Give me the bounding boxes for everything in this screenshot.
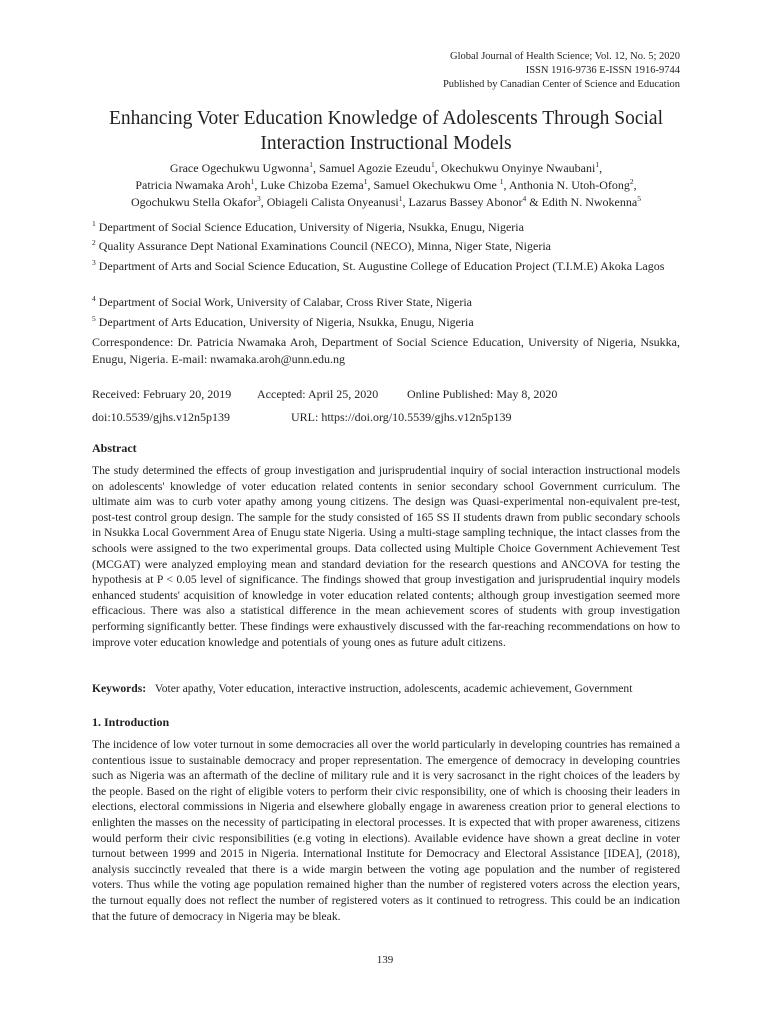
paper-title: Enhancing Voter Education Knowledge of Adolescents Through Social Interaction Instructional Models xyxy=(108,108,664,154)
affiliation-4: $^4$ Department of Social Work, University of Calabar, Cross River State, Nigeria xyxy=(92,294,472,309)
accepted-date: Accepted: April 25, 2020 xyxy=(257,387,379,401)
author-name: Ogochukwu Stella Okafor xyxy=(131,195,257,209)
keywords xyxy=(92,681,680,697)
abstract-body: The study determined the effects of group investigation and jurisprudential inquiry of social interaction instructional models on adolescents' knowledge of voter education related contents in senior secondary school Government curriculum. The ultimate aim was to curb voter apathy among young citizens. The design was Quasi-experimental non-equivalent pre-test, post-test control group design. The sample for the study consisted of 165 SS II students drawn from public secondary schools in Nsukka Local Government Area of Enugu state Nigeria. Using a multi-stage sampling technique, the intact classes from the schools were assigned to the two experimental groups. Data collected using Multiple Choice Government Achievement Test (MCGAT) were analyzed employing mean and standard deviation for the research questions and ANCOVA for testing the hypothesis at P < 0.05 level of significance. The findings showed that group investigation and jurisprudential inquiry models enhanced students' acquisition of knowledge in voter education related contents; although group investigation seemed more efficacious. There was also a statistical difference in the mean achievement scores of students with group investigation performing significantly better. These findings were exhaustively discussed with the far-reaching recommendations on how to improve voter education knowledge and potentials of young ones as future adult citizens. xyxy=(92,464,680,649)
doi: doi:10.5539/gjhs.v12n5p139 xyxy=(92,410,231,424)
affiliation-3: $^3$ Department of Arts and Social Science Education, St. Augustine College of Education Project (T.I.M.E) Akoka Lagos xyxy=(92,258,665,273)
author-line: Ogochukwu Stella Okafor$^3$, Obiageli Calista Onyeanusi$^1$, Lazarus Bassey Abonor$^4$ & Edith N. Nwokenna$^5$ xyxy=(131,194,641,209)
journal-name: Global Journal of Health Science; Vol. 12, No. 5; 2020 xyxy=(450,51,680,62)
keywords-label: Keywords: xyxy=(92,682,147,695)
abstract-heading: Abstract xyxy=(92,441,137,455)
author-name: Okechukwu Onyinye Nwaubani xyxy=(440,161,596,175)
doi-url[interactable]: URL: https://doi.org/10.5539/gjhs.v12n5p139 xyxy=(291,410,512,424)
section-heading: 1. Introduction xyxy=(92,715,170,729)
page-number: 139 xyxy=(376,954,394,966)
author-name: Samuel Agozie Ezeudu xyxy=(318,161,431,175)
publication-dates xyxy=(92,386,680,426)
correspondence: Correspondence: Dr. Patricia Nwamaka Aroh, Department of Social Science Education, University of Nigeria, Nsukka, Enugu, Nigeria. E-mail: nwamaka.aroh@unn.edu.ng xyxy=(92,335,680,366)
affiliation-5: $^5$ Department of Arts Education, University of Nigeria, Nsukka, Enugu, Nigeria xyxy=(92,314,474,329)
author-name: Luke Chizoba Ezema xyxy=(260,178,364,192)
author-name: Grace Ogechukwu Ugwonna xyxy=(169,161,310,175)
author-name: Obiageli Calista Onyeanusi xyxy=(266,195,399,209)
affiliation-1: $^1$ Department of Social Science Education, University of Nigeria, Nsukka, Enugu, Nigeria xyxy=(92,219,524,234)
published-date: Online Published: May 8, 2020 xyxy=(407,387,558,401)
author-line: Grace Ogechukwu Ugwonna$^1$, Samuel Agozie Ezeudu$^1$, Okechukwu Onyinye Nwaubani$^1$, xyxy=(169,160,603,175)
journal-publisher: Published by Canadian Center of Science and Education xyxy=(442,79,680,90)
journal-header xyxy=(443,50,680,92)
author-name: Samuel Okechukwu Ome xyxy=(373,178,500,192)
author-line: Patricia Nwamaka Aroh$^1$, Luke Chizoba Ezema$^1$, Samuel Okechukwu Ome $^1$, Anthonia N. Utoh-Ofong$^2$, xyxy=(135,177,637,192)
affiliation-2: $^2$ Quality Assurance Dept National Examinations Council (NECO), Minna, Niger State, Nigeria xyxy=(92,238,551,253)
author-name: Anthonia N. Utoh-Ofong xyxy=(508,178,630,192)
received-date: Received: February 20, 2019 xyxy=(92,387,232,401)
keywords-list: Voter apathy, Voter education, interactive instruction, adolescents, academic achievement, Government xyxy=(154,682,633,695)
journal-issn: ISSN 1916-9736 E-ISSN 1916-9744 xyxy=(525,65,680,76)
author-list xyxy=(92,160,680,211)
author-name: Lazarus Bassey Abonor xyxy=(408,195,523,209)
author-name: Patricia Nwamaka Aroh xyxy=(135,178,251,192)
author-name: Edith N. Nwokenna xyxy=(541,195,638,209)
introduction-body: The incidence of low voter turnout in some democracies all over the world particularly in developing countries has remained a contentious issue to sustainable democracy and proper representation. The emergence of democracy in developing countries such as Nigeria was an aftermath of the decline of military rule and it is very sacrosanct in the right choices of the leaders by the people. Based on the right of eligible voters to perform their civic responsibility, one of which is choosing their leaders in elections, electoral commissions in Nigeria and elsewhere globally engage in awareness creation prior to general elections to enlighten the masses on the necessity of participating in electoral processes. It is expected that with proper awareness, citizens would perform their civic responsibilities (e.g voting in elections). Available evidence have shown a great decline in voter turnout between 1999 and 2015 in Nigeria. International Institute for Democracy and Electoral Assistance [IDEA], (2018), analysis succinctly revealed that there is a wide margin between the voting age population and the number of registered voters. Thus while the voting age population remained higher than the number of registered voters across the election years, the turnout equally does not reflect the number of registered voters as it continued to retrogress. This could be an indication that the future of democracy in Nigeria may be bleak. xyxy=(92,738,680,923)
